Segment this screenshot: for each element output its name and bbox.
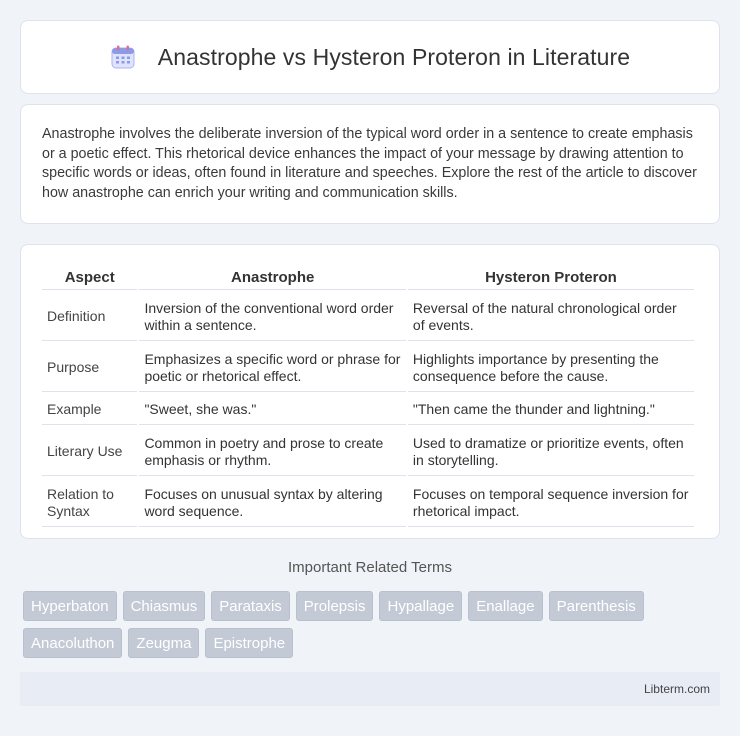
header-card — [20, 20, 720, 94]
row-anastrophe: Inversion of the conventional word order within a sentence. — [139, 292, 405, 341]
related-term-tag[interactable]: Enallage — [468, 591, 542, 621]
related-term-tag[interactable]: Zeugma — [128, 628, 199, 658]
table-row — [42, 427, 694, 476]
table-header-row — [42, 267, 694, 290]
page-title: Anastrophe vs Hysteron Proteron in Literature — [157, 43, 631, 70]
row-aspect: Purpose — [42, 343, 137, 392]
row-aspect: Relation to Syntax — [42, 478, 137, 527]
table-row — [42, 292, 694, 341]
related-term-tag[interactable]: Hyperbaton — [23, 591, 117, 621]
row-anastrophe: Emphasizes a specific word or phrase for poetic or rhetorical effect. — [139, 343, 405, 392]
footer — [20, 672, 720, 706]
row-hysteron-proteron: Reversal of the natural chronological order of events. — [408, 292, 694, 341]
intro-text: Anastrophe involves the deliberate inversion of the typical word order in a sentence to create emphasis or a poetic effect. This rhetorical device enhances the impact of your message by drawing attention to specific words or ideas, often found in literature and speeches. Explore the rest of the article to discover how anastrophe can enrich your writing and communication skills. — [42, 126, 697, 201]
table-row — [42, 478, 694, 527]
header-hysteron-proteron: Hysteron Proteron — [408, 267, 694, 290]
related-term-tag[interactable]: Epistrophe — [205, 628, 293, 658]
row-hysteron-proteron: Highlights importance by presenting the consequence before the cause. — [408, 343, 694, 392]
table-row — [42, 394, 694, 425]
footer-site-link[interactable]: Libterm.com — [643, 682, 710, 696]
related-term-tag[interactable]: Chiasmus — [123, 591, 206, 621]
row-hysteron-proteron: Focuses on temporal sequence inversion for rhetorical impact. — [408, 478, 694, 527]
title-wrap — [110, 44, 630, 71]
related-term-tag[interactable]: Parataxis — [211, 591, 290, 621]
related-term-tag[interactable]: Prolepsis — [296, 591, 374, 621]
comparison-table — [40, 265, 696, 529]
header-aspect: Aspect — [42, 267, 137, 290]
row-hysteron-proteron: "Then came the thunder and lightning." — [408, 394, 694, 425]
intro-card — [20, 104, 720, 224]
calendar-icon — [110, 44, 136, 70]
row-hysteron-proteron: Used to dramatize or prioritize events, often in storytelling. — [408, 427, 694, 476]
related-terms-title: Important Related Terms — [288, 559, 452, 576]
comparison-card — [20, 244, 720, 539]
related-term-tag[interactable]: Anacoluthon — [23, 628, 122, 658]
related-term-tag[interactable]: Hypallage — [379, 591, 462, 621]
row-aspect: Literary Use — [42, 427, 137, 476]
header-anastrophe: Anastrophe — [139, 267, 405, 290]
row-anastrophe: Focuses on unusual syntax by altering word sequence. — [139, 478, 405, 527]
row-aspect: Example — [42, 394, 137, 425]
row-anastrophe: Common in poetry and prose to create emphasis or rhythm. — [139, 427, 405, 476]
table-row — [42, 343, 694, 392]
row-anastrophe: "Sweet, she was." — [139, 394, 405, 425]
row-aspect: Definition — [42, 292, 137, 341]
related-term-tag[interactable]: Parenthesis — [549, 591, 644, 621]
related-terms-tags — [23, 591, 723, 658]
